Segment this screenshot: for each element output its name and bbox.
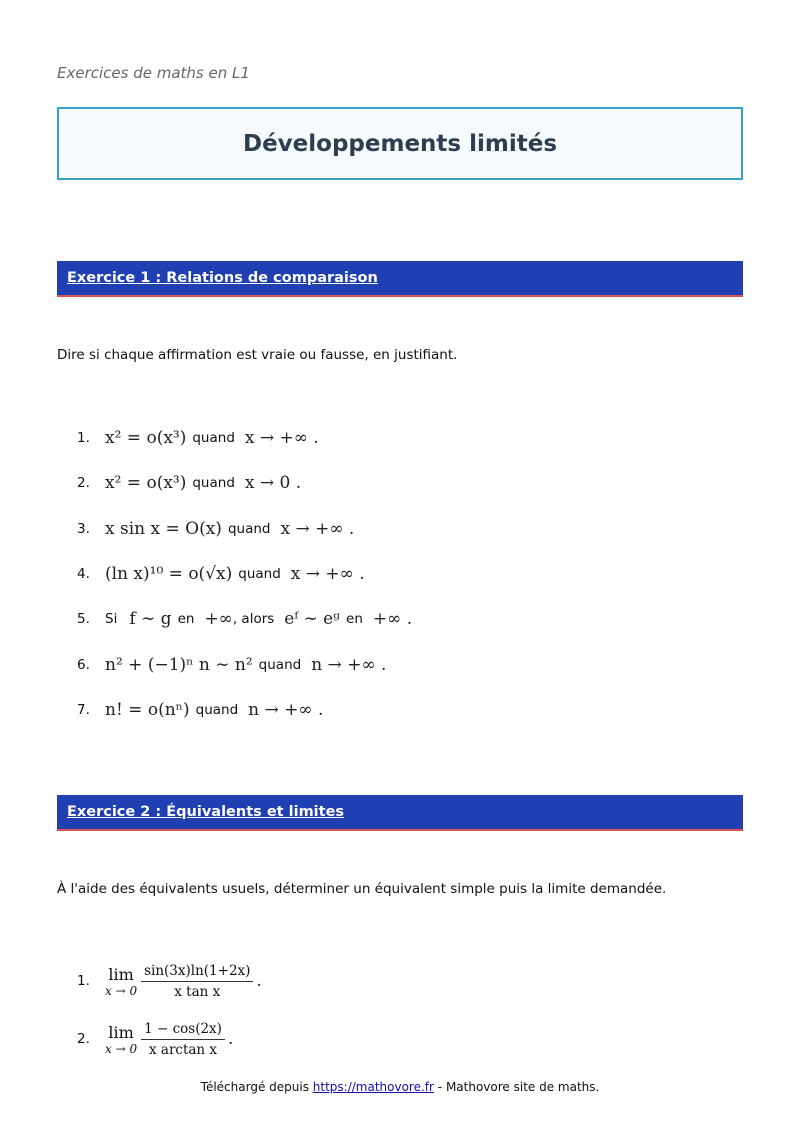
math-condition: x → +∞ . <box>280 519 355 539</box>
list-item <box>57 958 262 1004</box>
item-number: 1. <box>77 973 90 989</box>
fraction-numerator: 1 − cos(2x) <box>141 1021 225 1040</box>
item-end: . <box>256 971 262 991</box>
exercise-2-link[interactable]: Exercice 2 : Équivalents et limites <box>67 804 345 820</box>
fraction-numerator: sin(3x)ln(1+2x) <box>141 963 253 982</box>
footer-prefix: Téléchargé depuis <box>200 1080 309 1094</box>
item-number: 6. <box>77 657 90 673</box>
fraction <box>141 963 253 1000</box>
item-word-si: Si <box>105 611 118 627</box>
item-number: 3. <box>77 521 90 537</box>
math-expression: n² + (−1)ⁿ n ∼ n² <box>105 655 253 675</box>
exercise-2-header <box>57 795 743 831</box>
math-condition: +∞ . <box>372 609 413 629</box>
limit-operator <box>105 1023 137 1056</box>
math-expression: x² = o(x³) <box>105 473 187 493</box>
item-word: quand <box>238 566 281 582</box>
item-word: quand <box>195 702 239 718</box>
math-condition: x → +∞ . <box>290 564 365 584</box>
math-expression-exp: eᶠ ∼ eᵍ <box>284 609 341 629</box>
title-box <box>57 107 743 180</box>
list-item <box>57 424 319 452</box>
doc-subtitle: Exercices de maths en L1 <box>57 64 250 82</box>
math-expression: x² = o(x³) <box>105 428 187 448</box>
fraction-denominator: x arctan x <box>148 1041 218 1058</box>
footer-link[interactable]: https://mathovore.fr <box>312 1080 434 1094</box>
limit-operator <box>105 965 137 998</box>
item-word: quand <box>192 475 235 491</box>
math-expression: (ln x)¹⁰ = o(√x) <box>105 564 233 584</box>
lim-label: lim <box>108 1022 134 1042</box>
lim-subscript: x → 0 <box>105 1041 138 1056</box>
item-number: 2. <box>77 475 90 491</box>
item-word: quand <box>227 521 271 537</box>
item-end: . <box>227 1029 234 1049</box>
math-condition: x → +∞ . <box>244 428 319 448</box>
item-word-en: en <box>177 611 195 627</box>
footer <box>0 1080 800 1094</box>
list-item <box>57 560 365 588</box>
math-infinity: +∞ <box>204 609 233 629</box>
item-number: 4. <box>77 566 90 582</box>
math-expression: n! = o(nⁿ) <box>105 700 190 720</box>
item-number: 2. <box>77 1031 90 1047</box>
item-number: 7. <box>77 702 90 718</box>
math-condition: x → 0 . <box>244 473 302 493</box>
list-item <box>57 1016 233 1062</box>
exercise-1-link[interactable]: Exercice 1 : Relations de comparaison <box>67 270 378 286</box>
list-item <box>57 515 354 543</box>
lim-subscript: x → 0 <box>105 983 138 998</box>
list-item <box>57 469 301 497</box>
item-word: quand <box>258 657 302 673</box>
item-word-en-2: en <box>346 611 363 627</box>
exercise-1-intro: Dire si chaque affirmation est vraie ou fausse, en justifiant. <box>57 347 458 363</box>
math-condition: n → +∞ . <box>248 700 324 720</box>
exercise-2-intro: À l'aide des équivalents usuels, déterminer un équivalent simple puis la limite demandée. <box>57 881 667 897</box>
fraction-denominator: x tan x <box>174 983 221 1000</box>
item-word-alors: , alors <box>232 611 275 627</box>
math-expression: f ∼ g <box>129 609 172 629</box>
item-number: 1. <box>77 430 90 446</box>
item-number: 5. <box>77 611 90 627</box>
footer-suffix: - Mathovore site de maths. <box>437 1080 600 1094</box>
fraction <box>141 1021 225 1058</box>
item-word: quand <box>192 430 235 446</box>
page-title: Développements limités <box>242 130 558 157</box>
list-item <box>57 651 386 679</box>
math-expression: x sin x = O(x) <box>105 519 222 539</box>
lim-label: lim <box>108 964 134 984</box>
list-item <box>57 696 323 724</box>
math-condition: n → +∞ . <box>311 655 387 675</box>
list-item <box>57 605 412 633</box>
exercise-1-header <box>57 261 743 297</box>
